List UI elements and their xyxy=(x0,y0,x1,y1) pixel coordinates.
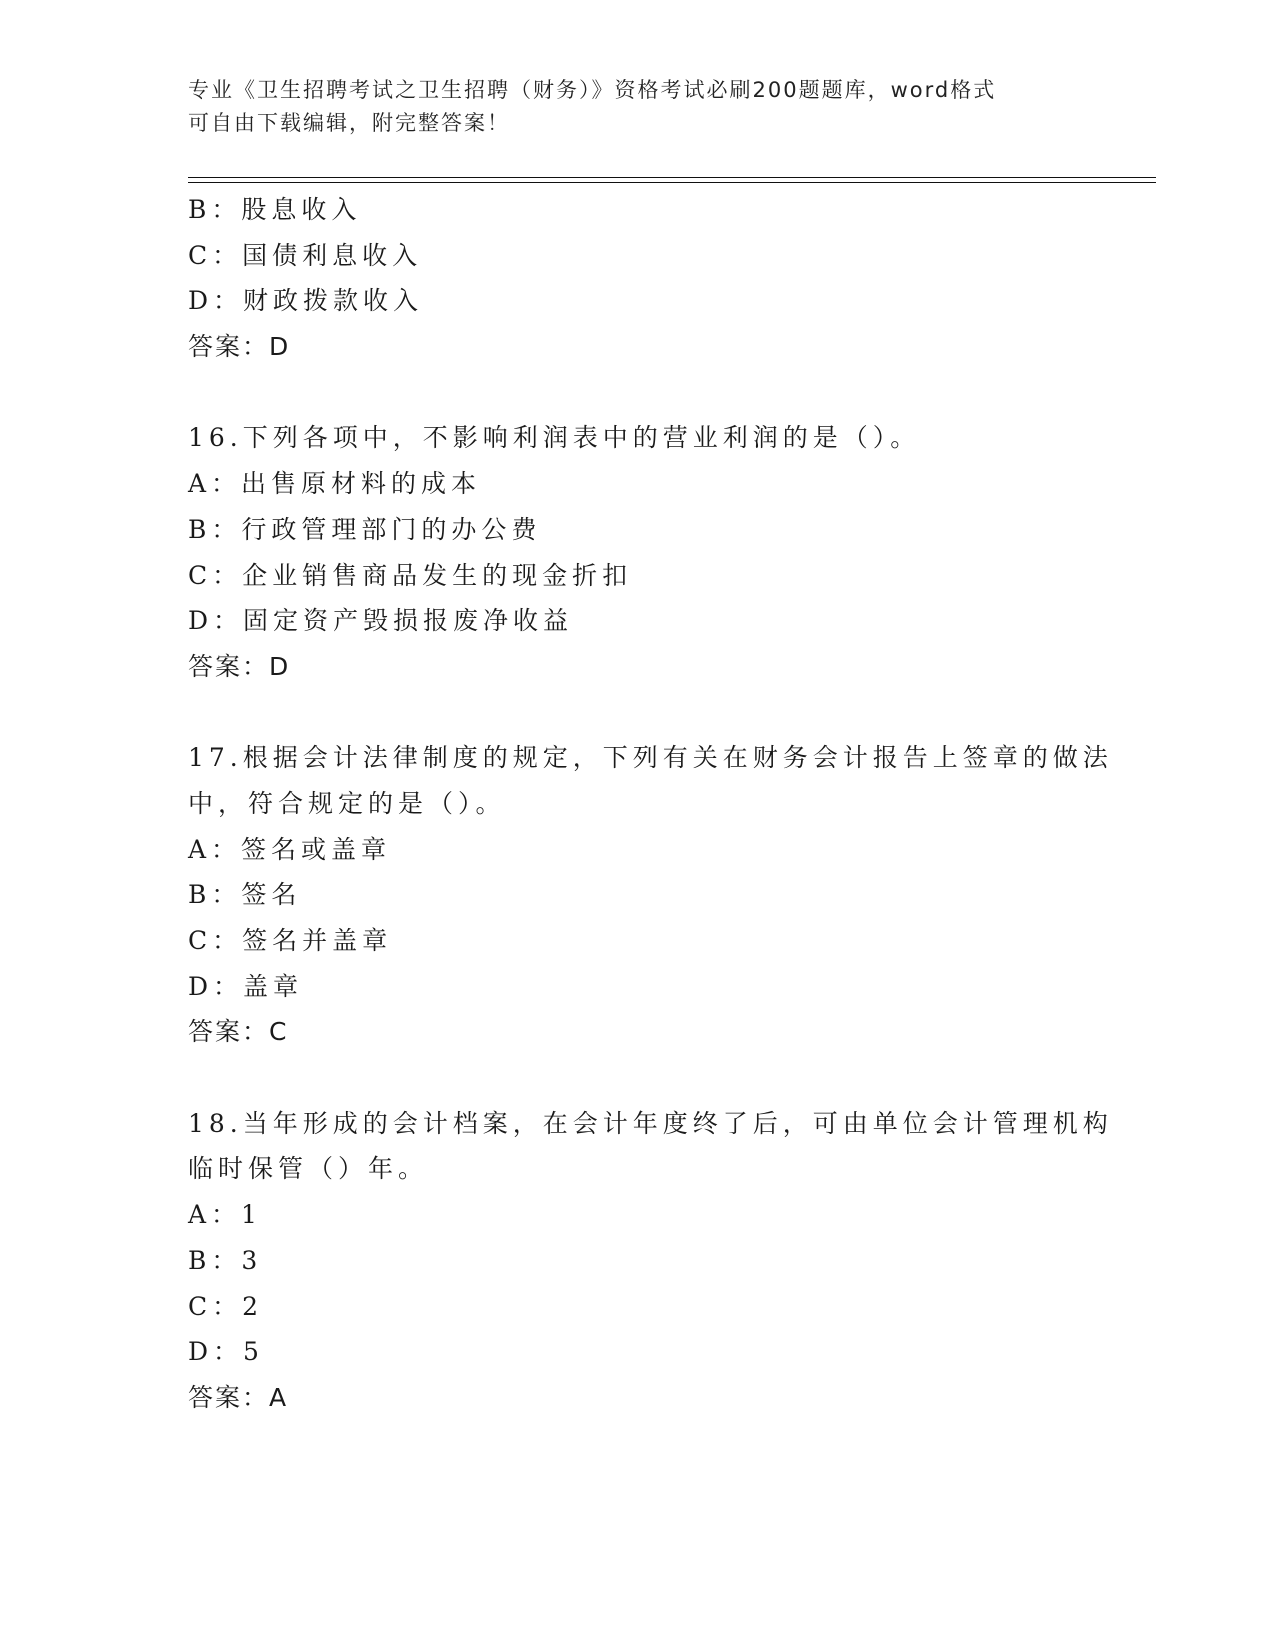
question-stem: 16.下列各项中，不影响利润表中的营业利润的是（）。 xyxy=(188,423,921,453)
answer: 答案：D xyxy=(188,332,291,362)
option-c: C：国债利息收入 xyxy=(188,240,423,270)
answer: 答案：C xyxy=(188,1017,289,1047)
option-c: C：2 xyxy=(188,1291,264,1321)
option-c: C：企业销售商品发生的现金折扣 xyxy=(188,560,633,590)
spacer xyxy=(188,1055,1088,1101)
spacer xyxy=(188,690,1088,736)
option-a: A：1 xyxy=(188,1200,262,1230)
option-d: D：固定资产毁损报废净收益 xyxy=(188,606,574,636)
question-stem-line-1: 17.根据会计法律制度的规定，下列有关在财务会计报告上签章的做法 xyxy=(188,743,1113,773)
option-a: A：出售原材料的成本 xyxy=(188,469,482,499)
question-list xyxy=(188,187,1113,1421)
question-18 xyxy=(188,1101,1113,1421)
header-divider-top xyxy=(188,177,1156,178)
option-b: B：3 xyxy=(188,1245,263,1275)
answer: 答案：D xyxy=(188,651,291,681)
header-title-line-1: 专业《卫生招聘考试之卫生招聘（财务）》资格考试必刷200题题库，word格式 xyxy=(188,78,997,102)
question-stem-line-1: 18.当年形成的会计档案，在会计年度终了后，可由单位会计管理机构 xyxy=(188,1108,1113,1138)
question-stem-line-2: 临时保管（）年。 xyxy=(188,1154,429,1184)
option-d: D：盖章 xyxy=(188,971,304,1001)
option-b: B：股息收入 xyxy=(188,195,362,224)
header-title-line-2: 可自由下载编辑，附完整答案！ xyxy=(188,111,510,135)
option-b: B：行政管理部门的办公费 xyxy=(188,514,542,544)
option-d: D：5 xyxy=(188,1337,264,1367)
header-divider-bottom xyxy=(188,182,1156,183)
question-17 xyxy=(188,735,1113,1055)
option-d: D：财政拨款收入 xyxy=(188,286,424,316)
spacer xyxy=(188,370,1088,416)
option-a: A：签名或盖章 xyxy=(188,834,392,864)
question-stem-line-2: 中，符合规定的是（）。 xyxy=(188,788,506,818)
question-16 xyxy=(188,415,1088,689)
answer: 答案：A xyxy=(188,1382,289,1412)
question-15 xyxy=(188,187,1088,370)
option-b: B：签名 xyxy=(188,880,302,910)
option-c: C：签名并盖章 xyxy=(188,926,393,955)
document-header xyxy=(188,74,1068,140)
